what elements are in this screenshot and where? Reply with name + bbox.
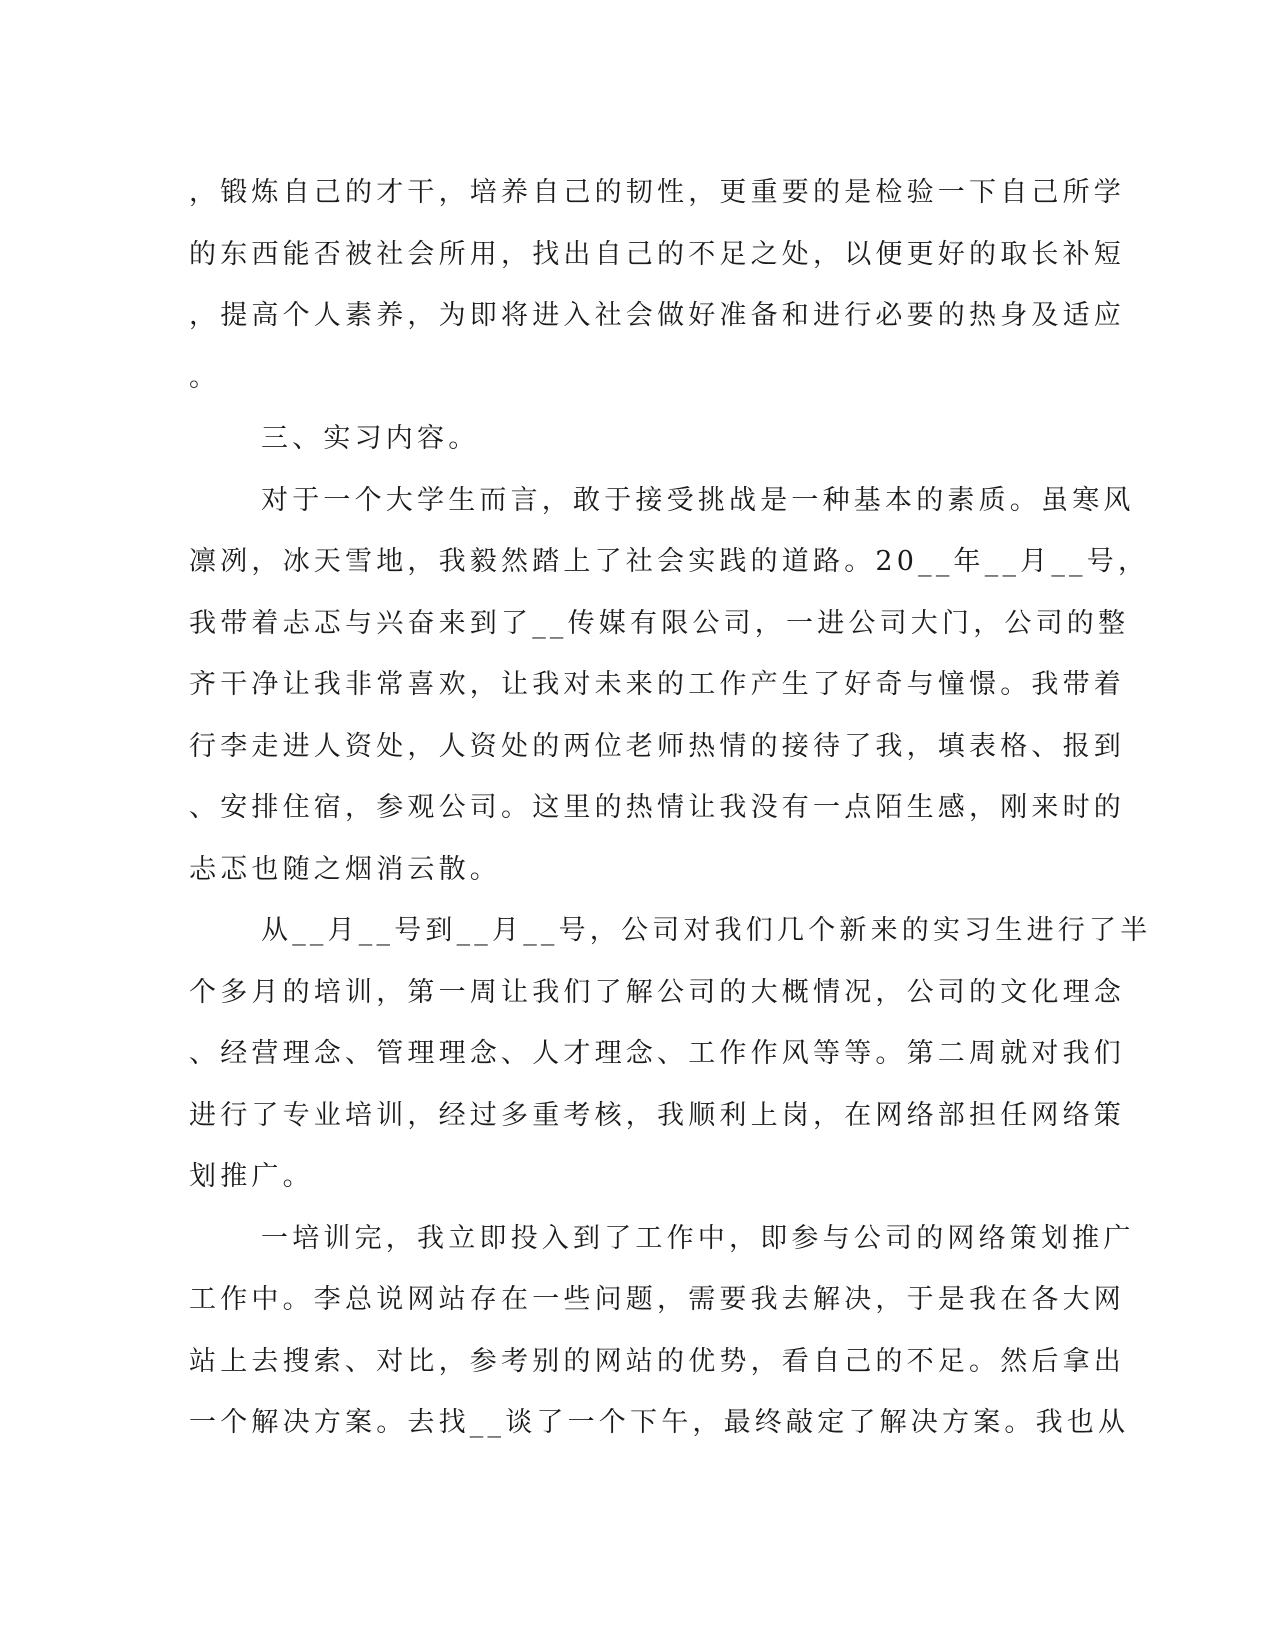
text-line: 齐干净让我非常喜欢，让我对未来的工作产生了好奇与憧憬。我带着 — [189, 669, 1125, 700]
text-line: 一个解决方案。去找__谈了一个下午，最终敲定了解决方案。我也从 — [189, 1407, 1130, 1438]
text-line: 、经营理念、管理理念、人才理念、工作作风等等。第二周就对我们 — [189, 1038, 1125, 1069]
text-line: 进行了专业培训，经过多重考核，我顺利上岗，在网络部担任网络策 — [189, 1099, 1125, 1131]
text-line: 。 — [189, 361, 221, 393]
text-line: 划推广。 — [189, 1161, 314, 1192]
text-line: ，锻炼自己的才干，培养自己的韧性，更重要的是检验一下自己所学 — [189, 177, 1125, 208]
document-body — [189, 162, 1152, 1454]
text-line: 行李走进人资处，人资处的两位老师热情的接待了我，填表格、报到 — [189, 730, 1125, 762]
text-line: 凛冽，冰天雪地，我毅然踏上了社会实践的道路。20__年__月__号， — [189, 546, 1150, 577]
text-line: 工作中。李总说网站存在一些问题，需要我去解决，于是我在各大网 — [189, 1284, 1125, 1315]
paragraph-start: 对于一个大学生而言，敢于接受挑战是一种基本的素质。虽寒风 — [261, 484, 1135, 516]
text-line: 、安排住宿，参观公司。这里的热情让我没有一点陌生感，刚来时的 — [189, 792, 1125, 823]
text-line: ，提高个人素养，为即将进入社会做好准备和进行必要的热身及适应 — [189, 300, 1125, 331]
paragraph-start: 从__月__号到__月__号，公司对我们几个新来的实习生进行了半 — [261, 915, 1152, 946]
paragraph-start: 一培训完，我立即投入到了工作中，即参与公司的网络策划推广 — [261, 1222, 1135, 1254]
text-line: 站上去搜索、对比，参考别的网站的优势，看自己的不足。然后拿出 — [189, 1345, 1125, 1377]
text-line: 个多月的培训，第一周让我们了解公司的大概情况，公司的文化理念 — [189, 976, 1125, 1008]
text-line: 的东西能否被社会所用，找出自己的不足之处，以便更好的取长补短 — [189, 238, 1125, 270]
text-line: 忐忑也随之烟消云散。 — [189, 853, 501, 885]
text-line: 我带着忐忑与兴奋来到了__传媒有限公司，一进公司大门，公司的整 — [189, 607, 1130, 639]
section-heading: 三、实习内容。 — [261, 423, 480, 454]
